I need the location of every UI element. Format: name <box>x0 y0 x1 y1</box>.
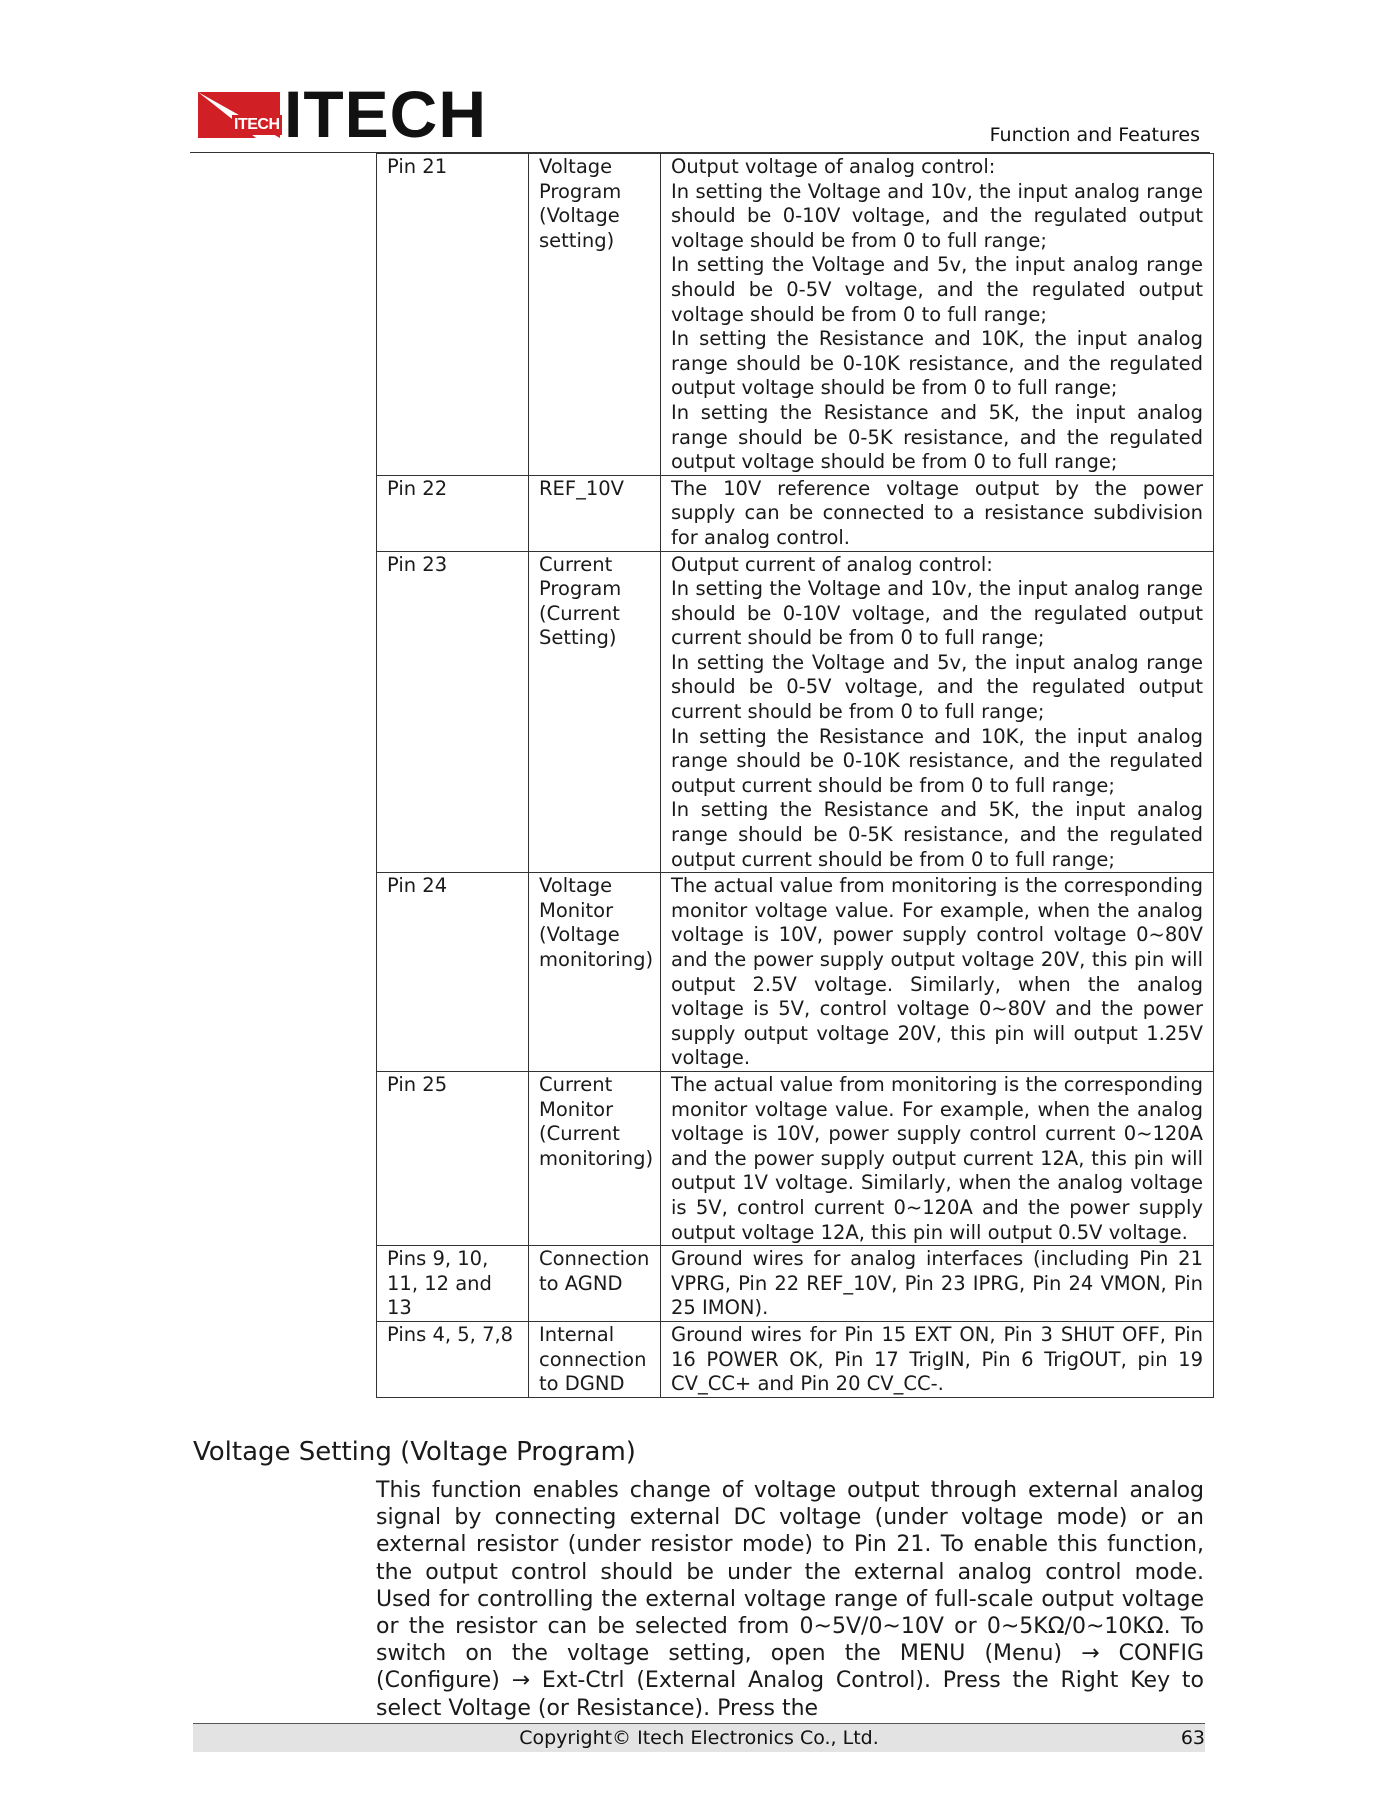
itech-logo-mark-icon <box>196 86 282 142</box>
description-cell <box>661 475 1214 551</box>
description-cell <box>661 873 1214 1072</box>
description-line: In setting the Resistance and 5K, the input analog range should be 0-5K resistance, and the regulated output current should be from 0 to full range; <box>671 798 1203 871</box>
table-row <box>377 475 1214 551</box>
function-cell: Connection to AGND <box>529 1246 661 1322</box>
description-line: The actual value from monitoring is the corresponding monitor voltage value. For example, when the analog voltage is 10V, power supply control current 0~120A and the power supply output current 12A, this pin will output 1V voltage. Similarly, when the analog voltage is 5V, control current 0~120A and the power supply output voltage 12A, this pin will output 0.5V voltage. <box>671 1072 1203 1244</box>
itech-logo <box>196 77 487 151</box>
description-line: In setting the Resistance and 5K, the input analog range should be 0-5K resistance, and the regulated output voltage should be from 0 to full range; <box>671 400 1203 474</box>
description-line: In setting the Resistance and 10K, the input analog range should be 0-10K resistance, and the regulated output current should be from 0 to full range; <box>671 724 1203 797</box>
description-line: The 10V reference voltage output by the power supply can be connected to a resistance subdivision for analog control. <box>671 476 1203 549</box>
function-cell: REF_10V <box>529 475 661 551</box>
table-row <box>377 1071 1214 1245</box>
function-cell: Voltage Monitor (Voltage monitoring) <box>529 873 661 1072</box>
pin-cell: Pin 23 <box>377 551 529 873</box>
table-row <box>377 154 1214 476</box>
description-cell <box>661 1246 1214 1322</box>
table-row <box>377 1321 1214 1397</box>
function-cell: Voltage Program (Voltage setting) <box>529 154 661 476</box>
page-number: 63 <box>1180 1727 1205 1749</box>
description-line: In setting the Voltage and 5v, the input analog range should be 0-5V voltage, and the regulated output voltage should be from 0 to full range; <box>671 253 1203 326</box>
table-row <box>377 551 1214 873</box>
pin-table <box>376 153 1214 1398</box>
function-cell: Internal connection to DGND <box>529 1321 661 1397</box>
description-line: Ground wires for analog interfaces (including Pin 21 VPRG, Pin 22 REF_10V, Pin 23 IPRG, Pin 24 VMON, Pin 25 IMON). <box>671 1247 1203 1320</box>
pin-cell: Pin 25 <box>377 1071 529 1245</box>
description-line: In setting the Voltage and 10v, the input analog range should be 0-10V voltage, and the regulated output current should be from 0 to full range; <box>671 577 1203 650</box>
description-line: Output voltage of analog control: <box>671 155 996 178</box>
table-row <box>377 873 1214 1072</box>
section-title: Voltage Setting (Voltage Program) <box>193 1437 636 1467</box>
description-cell <box>661 154 1214 476</box>
description-cell <box>661 1071 1214 1245</box>
pin-cell: Pins 9, 10, 11, 12 and 13 <box>377 1246 529 1322</box>
logo-tag: ITECH <box>234 116 280 133</box>
pin-cell: Pins 4, 5, 7,8 <box>377 1321 529 1397</box>
function-cell: Current Monitor (Current monitoring) <box>529 1071 661 1245</box>
table-row <box>377 1246 1214 1322</box>
logo-wordmark: ITECH <box>284 77 487 151</box>
pin-cell: Pin 24 <box>377 873 529 1072</box>
description-line: In setting the Resistance and 10K, the input analog range should be 0-10K resistance, and the regulated output voltage should be from 0 to full range; <box>671 327 1203 400</box>
description-line: In setting the Voltage and 5v, the input analog range should be 0-5V voltage, and the regulated output current should be from 0 to full range; <box>671 650 1203 724</box>
description-line: The actual value from monitoring is the corresponding monitor voltage value. For example, when the analog voltage is 10V, power supply control voltage 0~80V and the power supply output voltage 20V, this pin will output 2.5V voltage. Similarly, when the analog voltage is 5V, control voltage 0~80V and the power supply output voltage 20V, this pin will output 1.25V voltage. <box>671 874 1203 1070</box>
pin-cell: Pin 21 <box>377 154 529 476</box>
footer-copyright: Copyright© Itech Electronics Co., Ltd. <box>519 1727 879 1749</box>
function-cell: Current Program (Current Setting) <box>529 551 661 873</box>
description-line: Ground wires for Pin 15 EXT ON, Pin 3 SHUT OFF, Pin 16 POWER OK, Pin 17 TrigIN, Pin 6 TrigOUT, pin 19 CV_CC+ and Pin 20 CV_CC-. <box>671 1322 1203 1396</box>
description-line: Output current of analog control: <box>671 552 993 576</box>
running-head: Function and Features <box>989 124 1200 146</box>
section-body: This function enables change of voltage output through external analog signal by connecting external DC voltage (under voltage mode) or an external resistor (under resistor mode) to Pin 21. To enable this function, the output control should be under the external analog control mode. Used for controlling the external voltage range of full-scale output voltage or the resistor can be selected from 0~5V/0~10V or 0~5KΩ/0~10KΩ. To switch on the voltage setting, open the MENU (Menu) → CONFIG (Configure) → Ext-Ctrl (External Analog Control). Press the Right Key to select Voltage (or Resistance). Press the <box>376 1478 1204 1721</box>
description-line: In setting the Voltage and 10v, the input analog range should be 0-10V voltage, and the regulated output voltage should be from 0 to full range; <box>671 179 1203 252</box>
description-cell <box>661 551 1214 873</box>
description-cell <box>661 1321 1214 1397</box>
pin-cell: Pin 22 <box>377 475 529 551</box>
footer <box>193 1723 1205 1752</box>
